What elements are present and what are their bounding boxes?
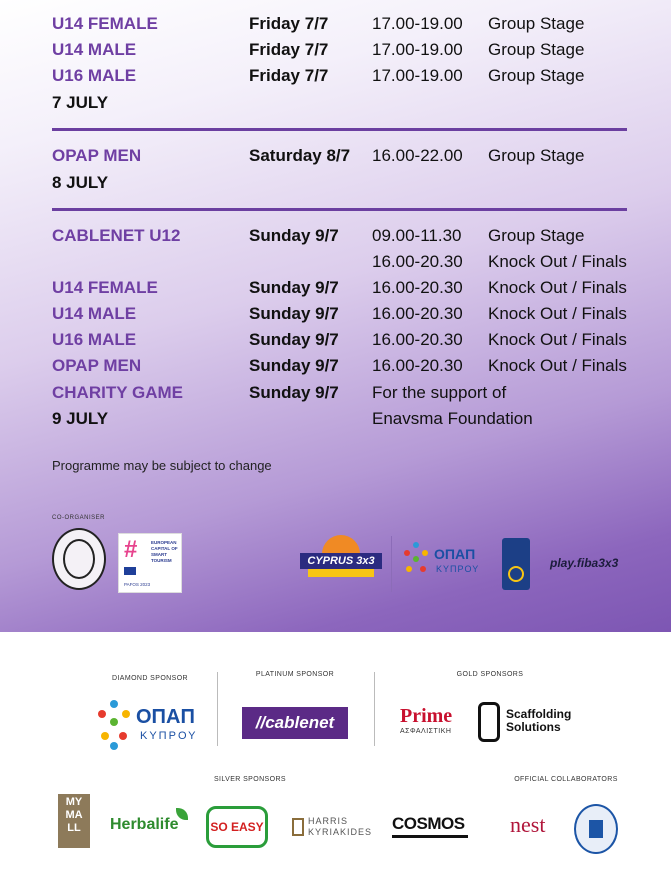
cbf-emblem-icon (508, 566, 524, 582)
team-name: CHARITY GAME (52, 383, 183, 402)
opap-sub: ΚΥΠΡΟΥ (140, 730, 198, 742)
schedule-row (0, 252, 671, 276)
european-capital-smart-tourism-logo (118, 533, 182, 593)
date-heading (0, 173, 671, 197)
harris-mark-icon (292, 818, 304, 836)
so-easy-logo: SO EASY (206, 806, 268, 848)
team-name: U14 FEMALE (52, 14, 158, 33)
match-time: 16.00-20.30 (372, 252, 463, 271)
section-divider (52, 208, 627, 211)
match-stage: Group Stage (488, 146, 585, 165)
opap-logo-small (402, 540, 482, 584)
match-time: 16.00-20.30 (372, 330, 463, 349)
opap-logo-diamond (96, 700, 196, 756)
prime-sub: ΑΣΦΑΛΙΣΤΙΚΗ (400, 728, 452, 735)
schedule-row (0, 330, 671, 354)
mymall-logo: MY MA LL (58, 794, 90, 848)
match-time: 16.00-22.00 (372, 146, 463, 165)
herbalife-word: Herbalife (110, 816, 179, 833)
date-heading (0, 409, 671, 433)
coin-face-icon (63, 539, 95, 579)
municipality-seal-logo (574, 804, 618, 854)
schedule-row (0, 40, 671, 64)
opap-word: ΟΠΑΠ (136, 706, 195, 728)
cyprus-3x3-text: CYPRUS 3x3 (300, 553, 382, 569)
match-day: Sunday 9/7 (249, 356, 339, 375)
nest-logo (510, 812, 566, 846)
match-time: 16.00-20.30 (372, 278, 463, 297)
match-time: 17.00-19.00 (372, 40, 463, 59)
charity-foundation: Enavsma Foundation (372, 409, 533, 428)
team-name: OPAP MEN (52, 356, 142, 375)
diamond-sponsor-label: DIAMOND SPONSOR (111, 675, 188, 682)
seal-emblem-icon (589, 820, 603, 838)
herbalife-logo (110, 816, 178, 834)
schedule-row (0, 304, 671, 328)
schedule-row (0, 14, 671, 38)
match-time: For the support of (372, 383, 507, 402)
scaffolding-chain-icon (478, 702, 500, 742)
match-day: Sunday 9/7 (249, 383, 339, 402)
gold-sponsor-label: GOLD SPONSORS (456, 671, 524, 678)
match-day: Sunday 9/7 (249, 304, 339, 323)
team-name: U14 MALE (52, 304, 137, 323)
match-stage: Group Stage (488, 14, 585, 33)
match-stage: Knock Out / Finals (488, 330, 627, 349)
match-day: Sunday 9/7 (249, 330, 339, 349)
opap-word: ΟΠΑΠ (434, 546, 476, 562)
match-day: Friday 7/7 (249, 14, 329, 33)
match-time: 09.00-11.30 (372, 226, 462, 245)
cosmos-logo: COSMOS (392, 814, 468, 838)
match-day: Sunday 9/7 (249, 226, 339, 245)
prime-insurance-logo (400, 705, 460, 741)
date-label: 9 JULY (52, 409, 109, 428)
schedule-row (0, 146, 671, 170)
match-stage: Group Stage (488, 66, 585, 85)
match-stage: Knock Out / Finals (488, 304, 627, 323)
match-day: Friday 7/7 (249, 66, 329, 85)
team-name: U14 MALE (52, 40, 137, 59)
prime-word: Prime (400, 705, 453, 727)
date-label: 7 JULY (52, 93, 109, 112)
section-divider (52, 128, 627, 131)
team-name: U16 MALE (52, 330, 137, 349)
match-stage: Knock Out / Finals (488, 356, 627, 375)
match-day: Saturday 8/7 (249, 146, 351, 165)
cyprus-basketball-federation-logo (502, 538, 530, 590)
hash-icon: # (124, 536, 138, 563)
scaffolding-word: Scaffolding Solutions (506, 707, 572, 734)
match-stage: Knock Out / Finals (488, 252, 627, 271)
match-time: 16.00-20.30 (372, 356, 463, 375)
play-fiba-3x3-link: play.fiba3x3 (550, 556, 619, 570)
schedule-row (0, 66, 671, 90)
team-name: OPAP MEN (52, 146, 142, 165)
cyprus-3x3-subbanner (308, 569, 374, 577)
match-time: 17.00-19.00 (372, 66, 463, 85)
nest-word: nest (510, 812, 546, 837)
schedule-row (0, 356, 671, 380)
team-name: U14 FEMALE (52, 278, 158, 297)
date-heading (0, 93, 671, 117)
match-stage: Knock Out / Finals (488, 278, 627, 297)
euro-capital-text: EUROPEAN CAPITAL OF SMART TOURISM (151, 540, 178, 563)
harris-word: HARRIS KYRIAKIDES (308, 816, 373, 837)
date-label: 8 JULY (52, 173, 109, 192)
logo-separator (391, 536, 392, 592)
schedule-row (0, 226, 671, 250)
schedule-row (0, 383, 671, 407)
match-time: 16.00-20.30 (372, 304, 463, 323)
match-day: Sunday 9/7 (249, 278, 339, 297)
disclaimer-note: Programme may be subject to change (52, 458, 272, 473)
pafos-coin-logo (52, 528, 106, 590)
platinum-sponsor-label: PLATINUM SPONSOR (255, 671, 335, 678)
sponsor-divider (217, 672, 218, 746)
schedule-row (0, 278, 671, 302)
team-name: CABLENET U12 (52, 226, 181, 245)
sponsor-divider (374, 672, 375, 746)
harris-kyriakides-logo (292, 816, 374, 842)
match-day: Friday 7/7 (249, 40, 329, 59)
team-name: U16 MALE (52, 66, 137, 85)
opap-figure-icon (402, 542, 430, 578)
match-stage: Group Stage (488, 226, 585, 245)
cyprus-3x3-logo (300, 535, 382, 581)
opap-sub: ΚΥΠΡΟΥ (436, 564, 480, 574)
euro-capital-year: PAFOS 2023 (124, 582, 151, 587)
cablenet-logo: //cablenet (242, 707, 348, 739)
silver-sponsor-label: SILVER SPONSORS (213, 776, 286, 783)
scaffolding-solutions-logo (478, 702, 598, 746)
eu-flag-icon (124, 567, 136, 575)
match-stage: Group Stage (488, 40, 585, 59)
match-time: 17.00-19.00 (372, 14, 463, 33)
opap-figure-icon (96, 700, 132, 750)
co-organiser-label: CO-ORGANISER (52, 515, 106, 521)
official-collaborators-label: OFFICIAL COLLABORATORS (514, 776, 618, 783)
